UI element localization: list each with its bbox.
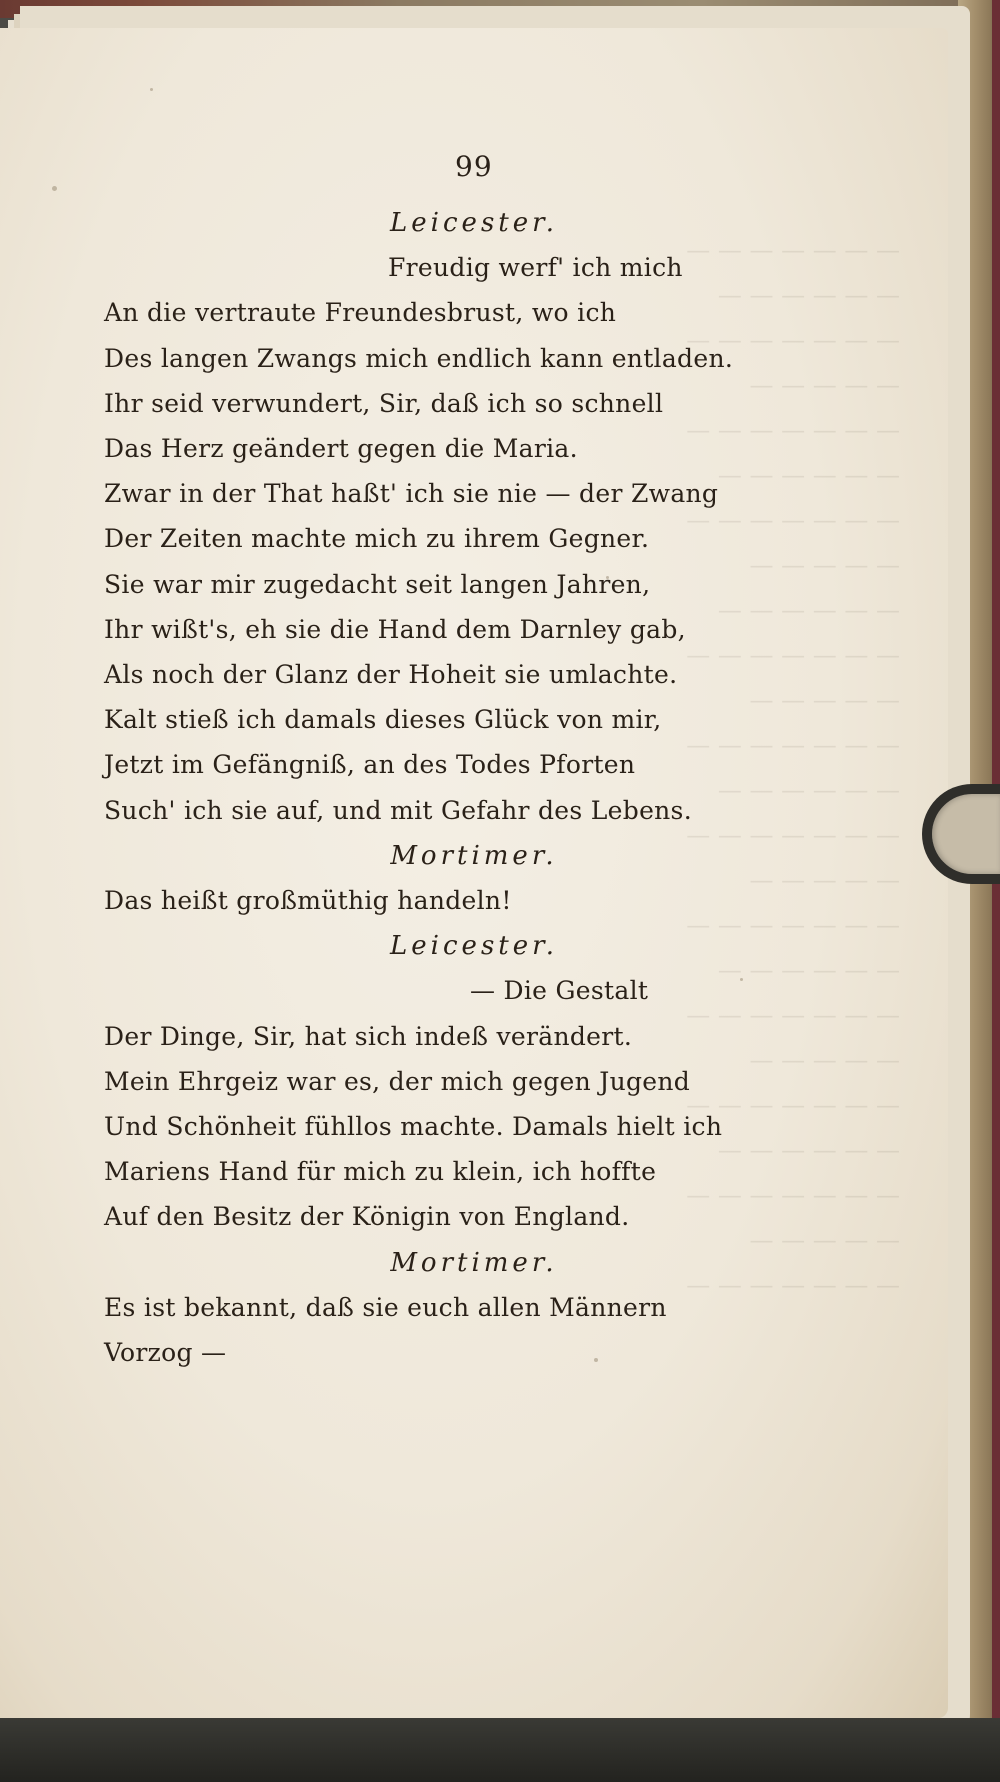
book-page — [0, 28, 948, 1718]
verse-line: Mein Ehrgeiz war es, der mich gegen Jugend — [104, 1066, 691, 1096]
verse-line: Und Schönheit fühllos machte. Damals hielt ich — [104, 1112, 723, 1141]
speaker-name: Leicester. — [390, 208, 558, 238]
page-number: 99 — [455, 150, 493, 183]
verse-line: Als noch der Glanz der Hoheit sie umlachte. — [104, 660, 678, 689]
verse-line: Freudig werf' ich mich — [388, 253, 683, 283]
scan-background — [0, 1718, 1000, 1782]
verse-line: Kalt stieß ich damals dieses Glück von mir, — [104, 705, 662, 735]
page-text — [0, 28, 948, 1718]
verse-line: Zwar in der That haßt' ich sie nie — der Zwang — [104, 479, 719, 509]
verse-line: Das Herz geändert gegen die Maria. — [104, 434, 578, 463]
verse-line: Such' ich sie auf, und mit Gefahr des Lebens. — [104, 795, 692, 825]
show-through-text: — — — — — — — — — — — — — — — — — — — — — — — — — — — — — — — — — — — — — — — — — — — — — — — — — — — — — — — — — — — — — — — — — — — — — — — — — — — — — — — — — — — — — — — — — — — — — — — — — — — — — — — — — — — — — — — — — — — — — — — — — — — — — — — — — — — — — — — — — — — — — — — — — — — — — — — [686, 236, 900, 1299]
speaker-name: Leicester. — [390, 931, 558, 962]
verse-line: Der Zeiten machte mich zu ihrem Gegner. — [104, 524, 650, 554]
verse-line: Ihr seid verwundert, Sir, daß ich so schnell — [104, 388, 664, 418]
verse-line: Der Dinge, Sir, hat sich indeß verändert. — [104, 1021, 633, 1051]
verse-line: Es ist bekannt, daß sie euch allen Männern — [104, 1292, 667, 1322]
verse-line: Auf den Besitz der Königin von England. — [104, 1202, 630, 1232]
verse-line: Jetzt im Gefängniß, an des Todes Pforten — [104, 750, 636, 780]
verse-line: Ihr wißt's, eh sie die Hand dem Darnley gab, — [104, 614, 686, 644]
verse-line: Mariens Hand für mich zu klein, ich hoffte — [104, 1157, 657, 1187]
verse-line: — Die Gestalt — [470, 976, 649, 1006]
verse-line: Des langen Zwangs mich endlich kann entladen. — [104, 343, 734, 373]
verse-line: Vorzog — — [104, 1338, 227, 1367]
speaker-name: Mortimer. — [390, 840, 558, 871]
verse-line: Sie war mir zugedacht seit langen Jahren, — [104, 569, 651, 599]
verse-line: Das heißt großmüthig handeln! — [104, 886, 512, 915]
verse-line: An die vertraute Freundesbrust, wo ich — [104, 298, 617, 328]
speaker-name: Mortimer. — [390, 1247, 558, 1278]
